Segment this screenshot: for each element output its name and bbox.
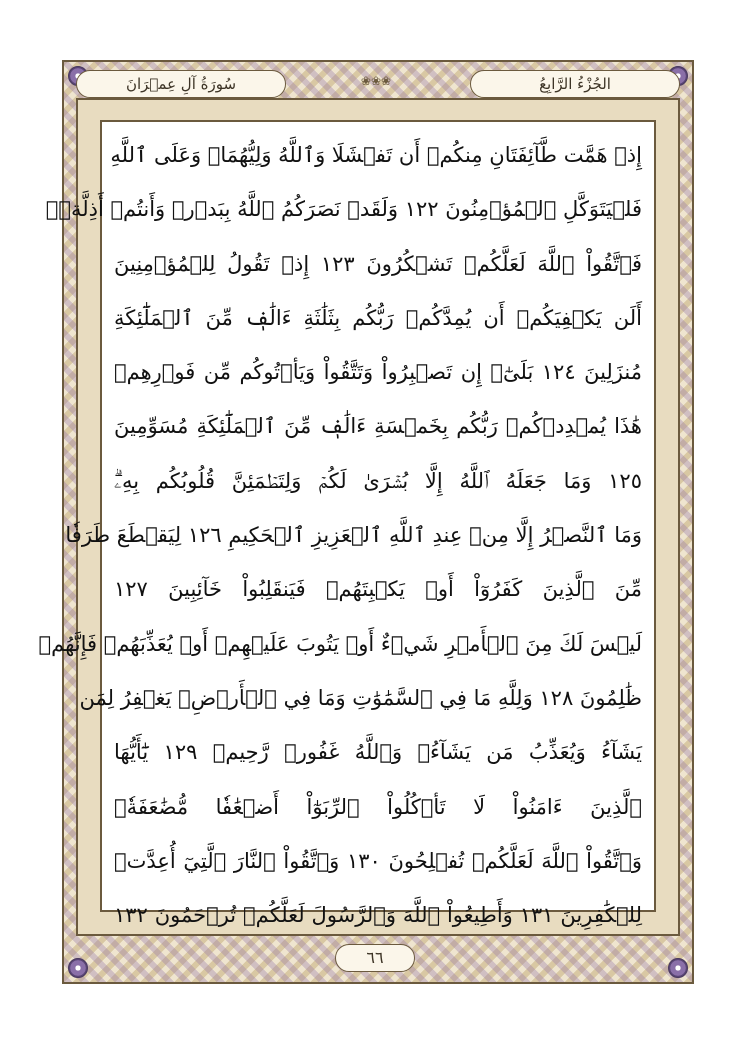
text-line: إِذۡ هَمَّت طَّآئِفَتَانِ مِنكُمۡ أَن تَفۡشَلَا وَٱللَّهُ وَلِيُّهُمَاۗ وَعَلَى ٱللَّهِ — [110, 143, 642, 167]
corner-ornament-icon — [68, 958, 88, 978]
text-line: وَمَا ٱلنَّصۡرُ إِلَّا مِنۡ عِندِ ٱللَّهِ ٱلۡعَزِيزِ ٱلۡحَكِيمِ ١٢٦ لِيَقۡطَعَ طَرَفٗا — [65, 523, 642, 548]
surah-title: سُورَةُ آلِ عِمۡرَانَ — [125, 75, 237, 93]
surah-header — [76, 70, 286, 98]
juz-title: الجُزْءُ الرَّابِعُ — [539, 75, 611, 93]
juz-header — [470, 70, 680, 98]
page-number: ٦٦ — [335, 944, 415, 972]
text-line: مِّنَ ٱلَّذِينَ كَفَرُوٓاْ أَوۡ يَكۡبِتَهُمۡ فَيَنقَلِبُواْ خَآئِبِينَ ١٢٧ — [114, 577, 642, 602]
corner-ornament-icon — [668, 958, 688, 978]
text-line: ظَٰلِمُونَ ١٢٨ وَلِلَّهِ مَا فِي ٱلسَّمَٰوَٰتِ وَمَا فِي ٱلۡأَرۡضِۚ يَغۡفِرُ لِمَن — [79, 685, 642, 710]
header-ornament-icon: ❀❀❀ — [360, 74, 392, 88]
text-line: هَٰذَا يُمۡدِدۡكُمۡ رَبُّكُم بِخَمۡسَةِ ءَالَٰفٖ مِّنَ ٱلۡمَلَٰٓئِكَةِ مُسَوِّمِينَ — [114, 414, 642, 439]
text-line: يَشَآءُ وَيُعَذِّبُ مَن يَشَآءُۚ وَٱللَّهُ غَفُورٞ رَّحِيمٞ ١٢٩ يَٰٓأَيُّهَا — [114, 740, 643, 765]
verse-text-block — [38, 128, 643, 928]
text-line: أَلَن يَكۡفِيَكُمۡ أَن يُمِدَّكُمۡ رَبُّكُم بِثَلَٰثَةِ ءَالَٰفٖ مِّنَ ٱلۡمَلَٰٓئِكَةِ — [114, 305, 642, 330]
text-line: فَلۡيَتَوَكَّلِ ٱلۡمُؤۡمِنُونَ ١٢٢ وَلَقَدۡ نَصَرَكُمُ ٱللَّهُ بِبَدۡرٖ وَأَنتُمۡ أَذِلَّةٞۖ — [45, 197, 642, 222]
text-line: ٱلَّذِينَ ءَامَنُواْ لَا تَأۡكُلُواْ ٱلرِّبَوٰٓاْ أَضۡعَٰفٗا مُّضَٰعَفَةٗۖ — [114, 794, 642, 819]
text-line: فَٱتَّقُواْ ٱللَّهَ لَعَلَّكُمۡ تَشۡكُرُونَ ١٢٣ إِذۡ تَقُولُ لِلۡمُؤۡمِنِينَ — [114, 251, 643, 276]
text-line: وَٱتَّقُواْ ٱللَّهَ لَعَلَّكُمۡ تُفۡلِحُونَ ١٣٠ وَٱتَّقُواْ ٱلنَّارَ ٱلَّتِيٓ أُعِدَّتۡ — [114, 848, 643, 873]
text-line: لِلۡكَٰفِرِينَ ١٣١ وَأَطِيعُواْ ٱللَّهَ وَٱلرَّسُولَ لَعَلَّكُمۡ تُرۡحَمُونَ ١٣٢ — [114, 903, 642, 928]
text-line: ١٢٥ وَمَا جَعَلَهُ ٱللَّهُ إِلَّا بُشۡرَىٰ لَكُمۡ وَلِتَطۡمَئِنَّ قُلُوبُكُم بِهِۦۗ — [114, 468, 642, 493]
text-line: لَيۡسَ لَكَ مِنَ ٱلۡأَمۡرِ شَيۡءٌ أَوۡ يَتُوبَ عَلَيۡهِمۡ أَوۡ يُعَذِّبَهُمۡ فَإِنَّهُمۡ — [38, 631, 642, 656]
text-line: مُنزَلِينَ ١٢٤ بَلَىٰٓۚ إِن تَصۡبِرُواْ وَتَتَّقُواْ وَيَأۡتُوكُم مِّن فَوۡرِهِمۡ — [114, 360, 642, 385]
